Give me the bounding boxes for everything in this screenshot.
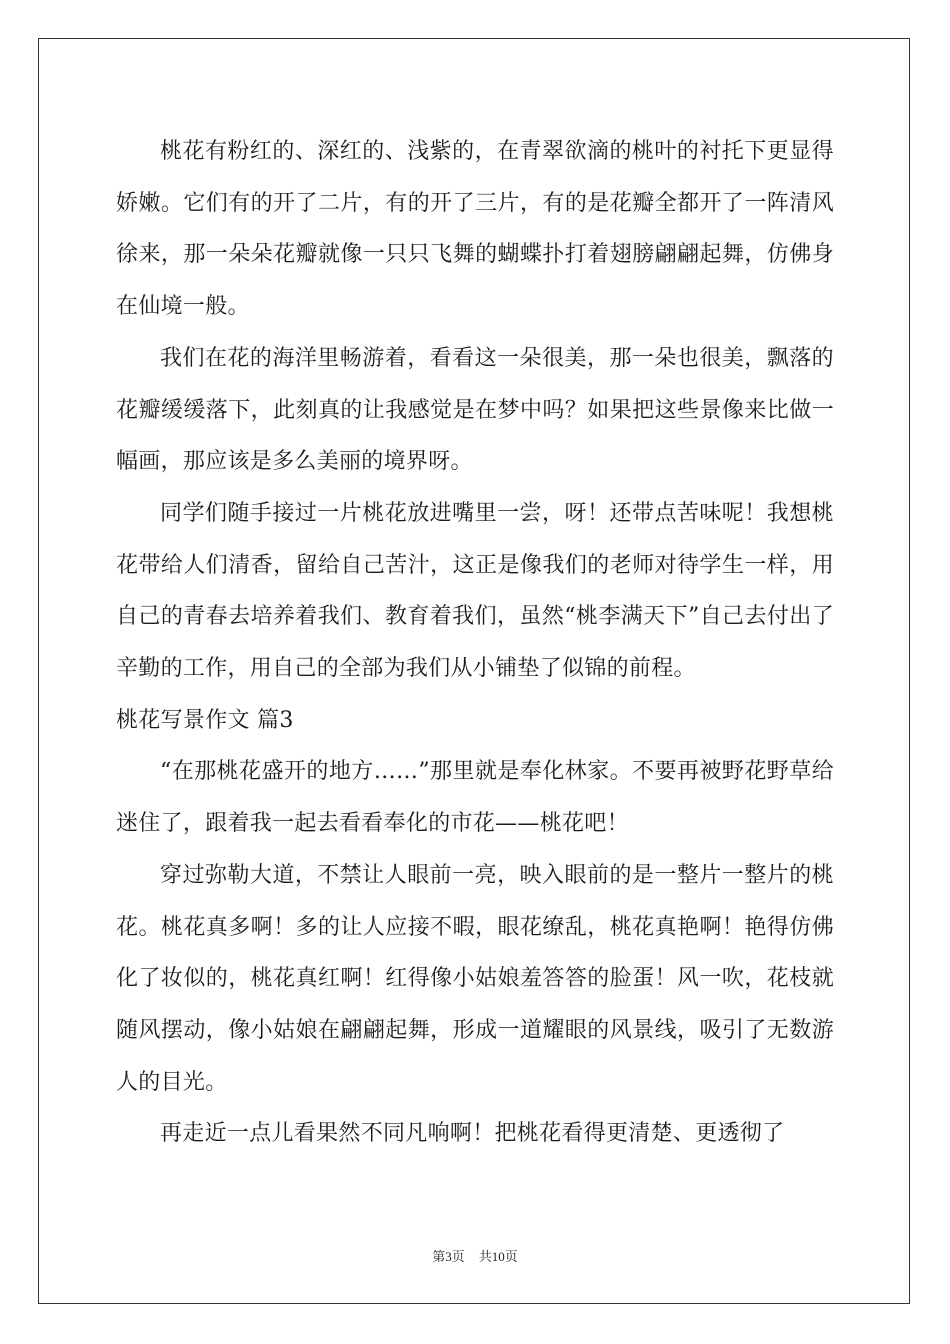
page-total: 共10页 [478, 1249, 518, 1264]
paragraph-petal-colors: 桃花有粉红的、深红的、浅紫的，在青翠欲滴的桃叶的衬托下更显得娇嫩。它们有的开了二片，有的开了三片，有的是花瓣全都开了一阵清风徐来，那一朵朵花瓣就像一只只飞舞的蝴蝶扑打着翅膀翩翩起舞，仿佛身在仙境一般。 [116, 139, 834, 320]
page-number: 第3页 [432, 1249, 465, 1264]
section-heading: 桃花写景作文 篇3 [116, 707, 294, 733]
paragraph-fenghua-intro: “在那桃花盛开的地方……”那里就是奉化林家。不要再被野花野草给迷住了，跟着我一起去看看奉化的市花——桃花吧！ [116, 759, 834, 837]
page-footer [0, 1246, 950, 1265]
paragraph-closer-look: 再走近一点儿看果然不同凡响啊！把桃花看得更清楚、更透彻了 [160, 1121, 785, 1147]
paragraph-bitter-taste: 同学们随手接过一片桃花放进嘴里一尝，呀！还带点苦味呢！我想桃花带给人们清香，留给自己苦汁，这正是像我们的老师对待学生一样，用自己的青春去培养着我们、教育着我们，虽然“桃李满天下”自己去付出了辛勤的工作，用自己的全部为我们从小铺垫了似锦的前程。 [116, 500, 834, 682]
document-body [116, 126, 834, 1160]
paragraph-mile-avenue: 穿过弥勒大道，不禁让人眼前一亮，映入眼前的是一整片一整片的桃花。桃花真多啊！多的让人应接不暇，眼花缭乱，桃花真艳啊！艳得仿佛化了妆似的，桃花真红啊！红得像小姑娘羞答答的脸蛋！风一吹，花枝就随风摆动，像小姑娘在翩翩起舞，形成一道耀眼的风景线，吸引了无数游人的目光。 [116, 862, 834, 1095]
paragraph-flower-ocean: 我们在花的海洋里畅游着，看看这一朵很美，那一朵也很美，飘落的花瓣缓缓落下，此刻真的让我感觉是在梦中吗？如果把这些景像来比做一幅画，那应该是多么美丽的境界呀。 [116, 345, 834, 475]
